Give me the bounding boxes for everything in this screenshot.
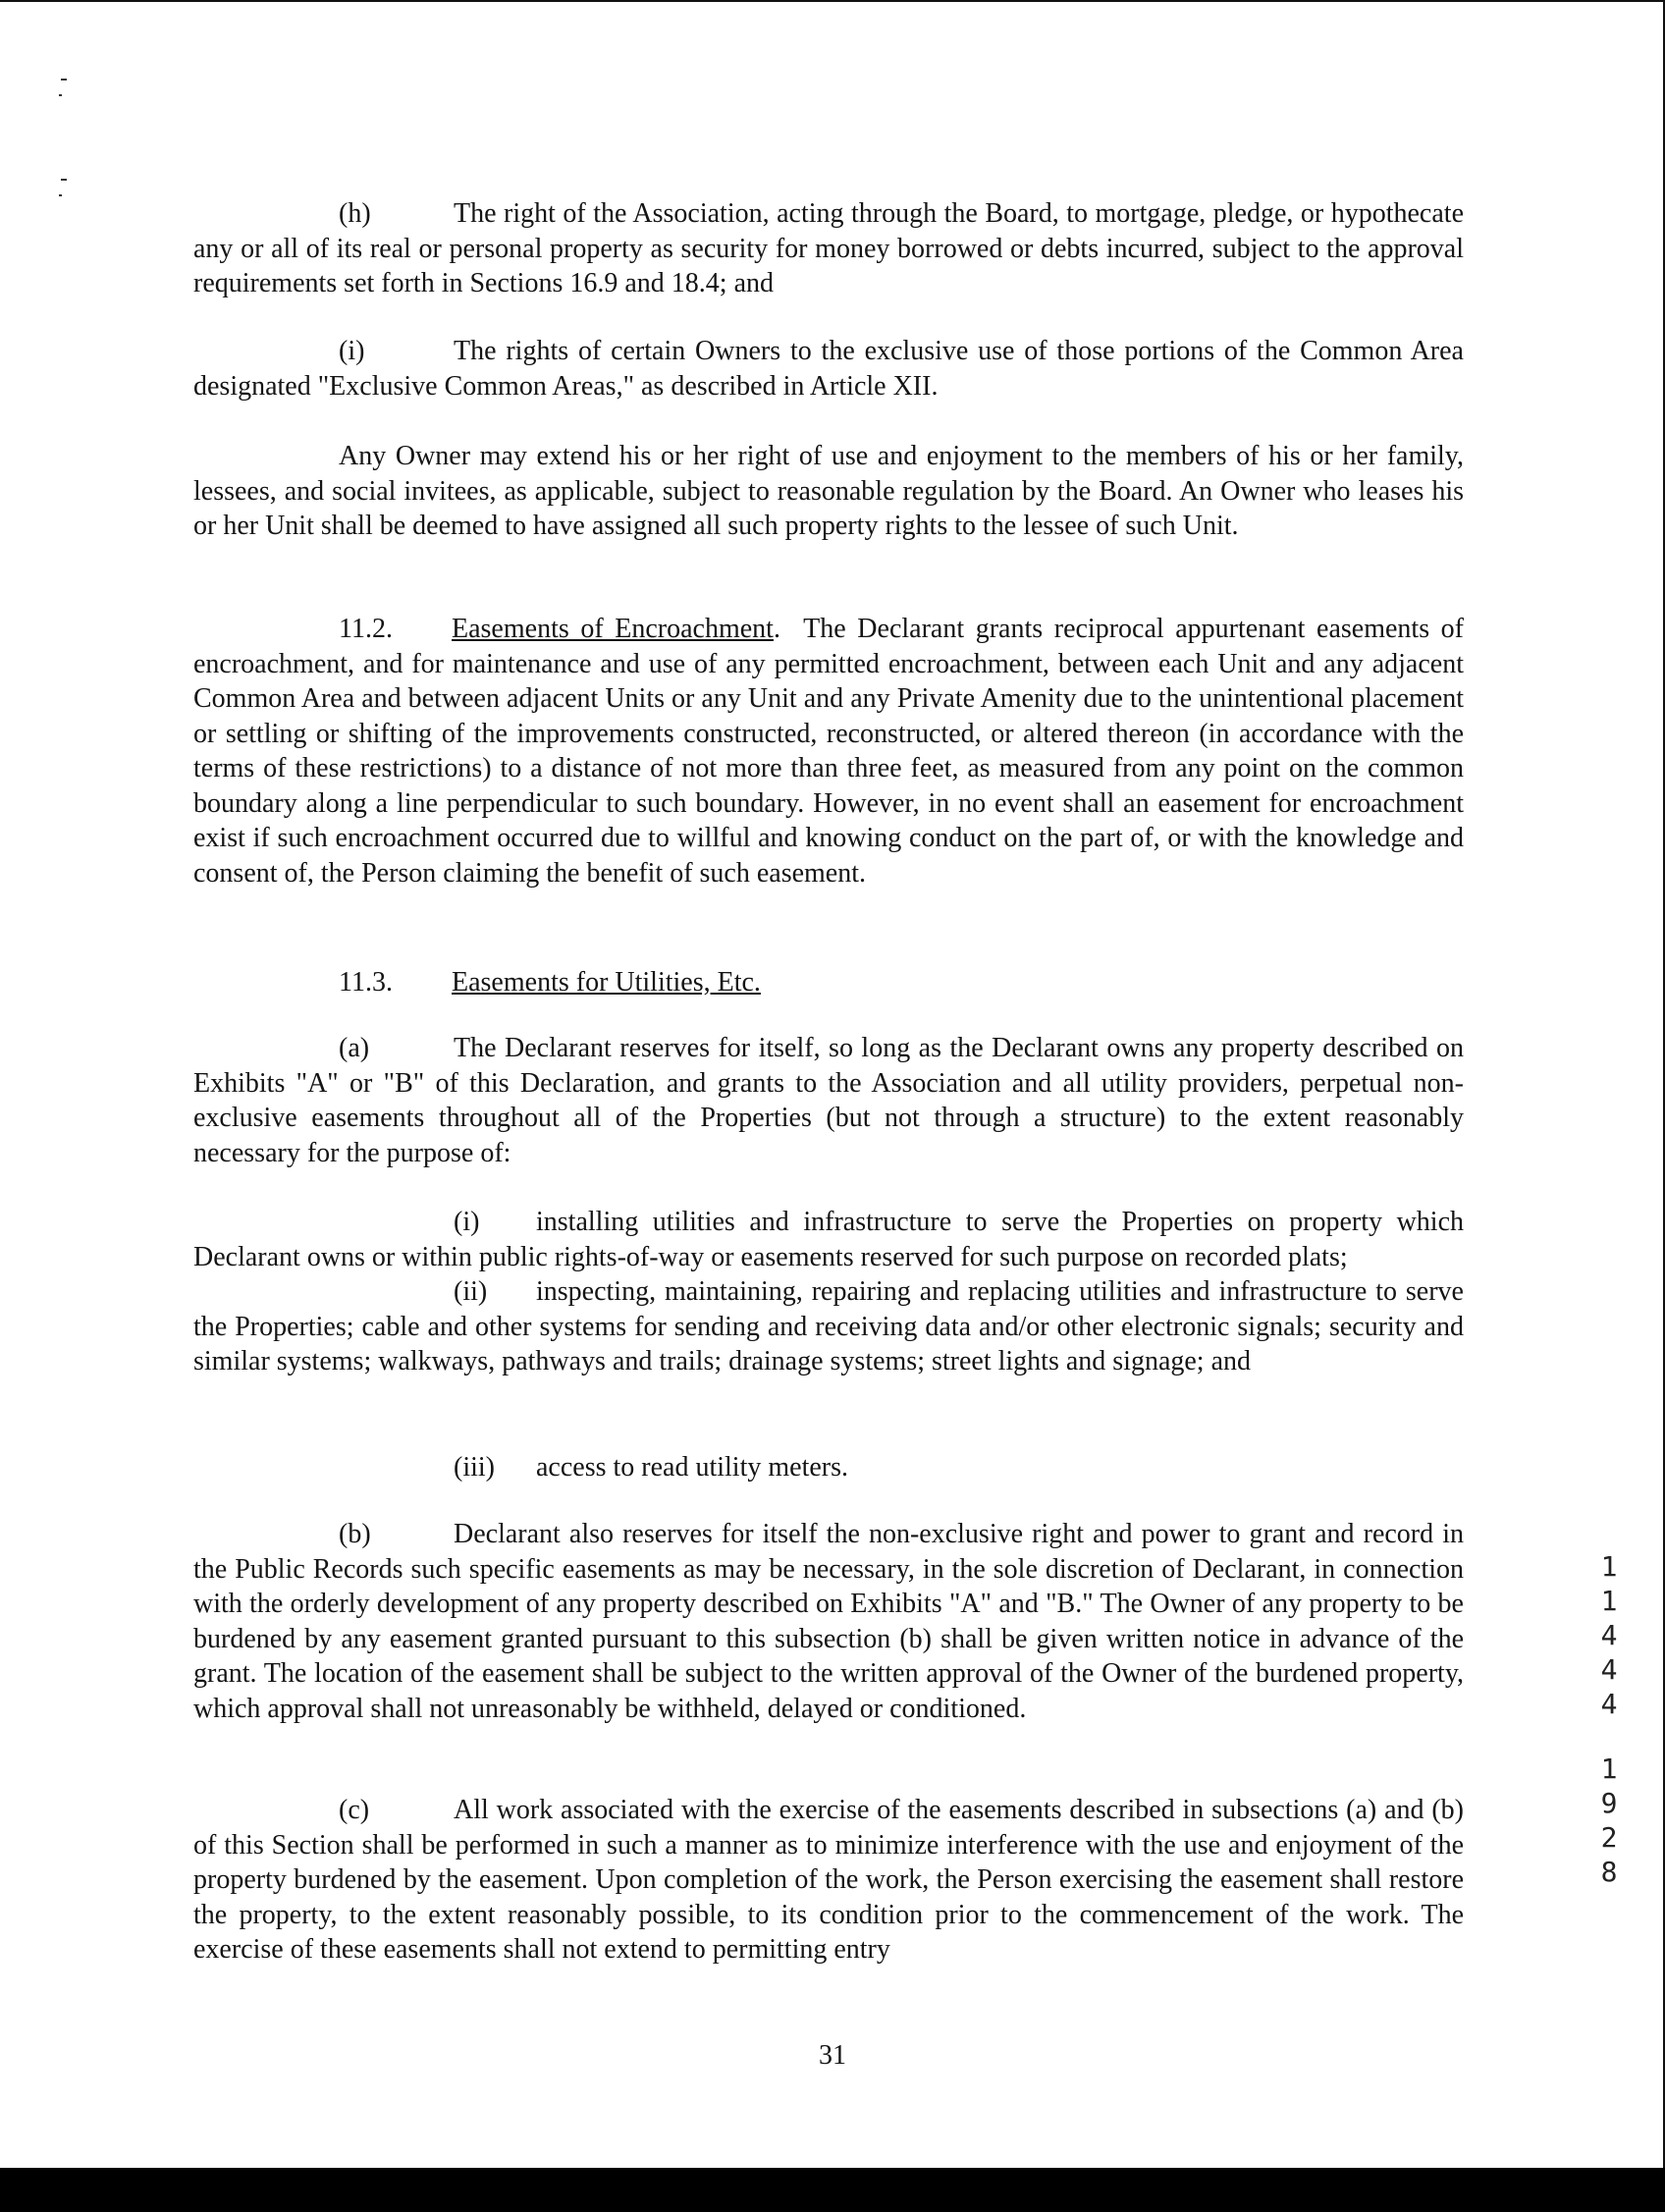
stamp-digit: 9 [1600,1787,1618,1819]
clause-label: (i) [339,336,365,366]
scan-speck [61,79,67,81]
stamp-digit: 1 [1600,1585,1618,1617]
clause-text: inspecting, maintaining, repairing and replacing utilities and infrastructure to serve the Properties; cable and other systems for sending and receiving data and/or other electronic signals; security and similar systems; walkways, pathways and trails; drainage systems; street lights and signage; and [193,1276,1464,1376]
clause-label: (i) [454,1207,480,1237]
clause-label: (c) [339,1795,370,1825]
recording-stamp-lower [1594,1752,1624,1889]
page-number: 31 [819,2040,846,2071]
stamp-digit: 2 [1600,1821,1618,1854]
heading-period: . [773,614,804,644]
clause-label: (h) [339,198,371,229]
paragraph-any-owner [193,439,1464,544]
paragraph-a-i [193,1205,1464,1274]
clause-text: All work associated with the exercise of the easements described in subsections (a) and (b) of this Section shall be performed in such a manner as to minimize interference with the use and enjoyment of the property burdened by the easement. Upon completion of the work, the Person exercising the easement shall restore the property, to the extent reasonably possible, to its condition prior to the commencement of the work. The exercise of these easements shall not extend to permitting entry [193,1795,1464,1965]
paragraph-h [193,196,1464,301]
section-text: The Declarant grants reciprocal appurtenant easements of encroachment, and for maintenance and use of any permitted encroachment, between each Unit and any adjacent Common Area and between adjacent Units or any Unit and any Private Amenity due to the unintentional placement or settling or shifting of the improvements constructed, reconstructed, or altered thereon (in accordance with the terms of these restrictions) to a distance of not more than three feet, as measured from any point on the common boundary along a line perpendicular to such boundary. However, in no event shall an easement for encroachment exist if such encroachment occurred due to willful and knowing conduct on the part of, or with the knowledge and consent of, the Person claiming the benefit of such easement. [193,614,1465,889]
recording-stamp-upper [1594,1549,1624,1721]
section-number: 11.3. [339,967,393,998]
clause-label: (b) [339,1519,371,1549]
clause-text: The right of the Association, acting through the Board, to mortgage, pledge, or hypothecate any or all of its real or personal property as security for money borrowed or debts incurred, subject to the approval requirements set forth in Sections 16.9 and 18.4; and [193,198,1464,298]
section-number: 11.2. [339,614,393,644]
paragraph-i [193,334,1464,404]
stamp-digit: 8 [1600,1856,1618,1888]
scan-speck [59,94,62,96]
section-heading: Easements for Utilities, Etc. [452,967,761,998]
scan-speck [59,194,62,196]
scan-bottom-bar [0,2168,1665,2212]
clause-text: The Declarant reserves for itself, so long as the Declarant owns any property described on Exhibits "A" or "B" of this Declaration, and grants to the Association and all utility providers, perpetual non-exclusive easements throughout all of the Properties (but not through a structure) to the extent reasonably necessary for the purpose of: [193,1033,1464,1168]
scan-speck [61,179,67,181]
section-11-3 [193,965,1464,1000]
clause-text: Declarant also reserves for itself the non-exclusive right and power to grant and record in the Public Records such specific easements as may be necessary, in the sole discretion of Declarant, in connection with the orderly development of any property described on Exhibits "A" and "B." The Owner of any property to be burdened by any easement granted pursuant to this subsection (b) shall be given written notice in advance of the grant. The location of the easement shall be subject to the written approval of the Owner of the burdened property, which approval shall not unreasonably be withheld, delayed or conditioned. [193,1519,1464,1724]
section-11-2 [193,612,1464,890]
paragraph-a [193,1031,1464,1170]
clause-label: (ii) [454,1276,488,1307]
stamp-digit: 1 [1600,1550,1618,1583]
stamp-digit: 4 [1600,1688,1618,1720]
paragraph-a-iii [193,1450,1464,1485]
clause-text: access to read utility meters. [536,1452,848,1483]
clause-label: (a) [339,1033,370,1063]
paragraph-c [193,1793,1464,1968]
stamp-digit: 4 [1600,1619,1618,1651]
clause-label: (iii) [454,1452,495,1483]
clause-text: The rights of certain Owners to the exclusive use of those portions of the Common Area designated "Exclusive Common Areas," as described in Article XII. [193,336,1464,402]
stamp-digit: 4 [1600,1653,1618,1686]
paragraph-a-ii [193,1274,1464,1379]
paragraph-text: Any Owner may extend his or her right of use and enjoyment to the members of his or her family, lessees, and social invitees, as applicable, subject to reasonable regulation by the Board. An Owner who leases his or her Unit shall be deemed to have assigned all such property rights to the lessee of such Unit. [193,441,1464,541]
stamp-digit: 1 [1600,1753,1618,1785]
clause-text: installing utilities and infrastructure to serve the Properties on property which Declarant owns or within public rights-of-way or easements reserved for such purpose on recorded plats; [193,1207,1464,1272]
section-heading: Easements of Encroachment [452,614,774,644]
paragraph-b [193,1517,1464,1726]
